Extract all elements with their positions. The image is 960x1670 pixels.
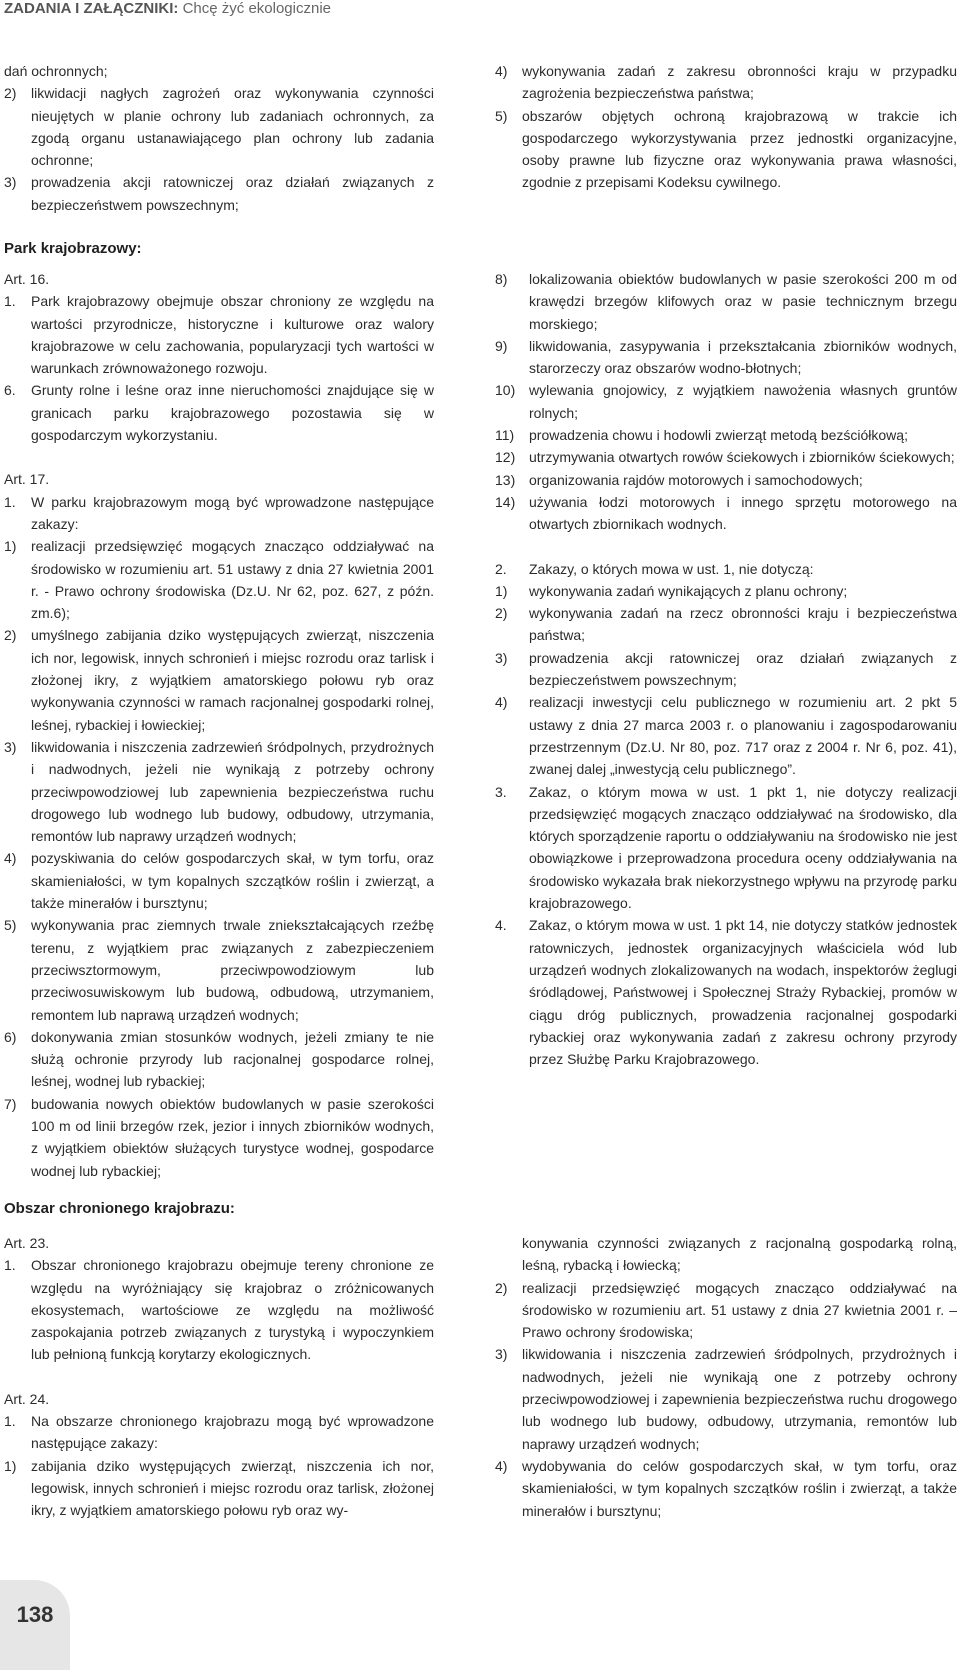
list-item xyxy=(4,1455,434,1522)
list-item xyxy=(495,647,957,692)
park-heading: Park krajobrazowy: xyxy=(4,240,142,257)
list-item xyxy=(495,602,957,647)
list-item xyxy=(495,691,957,780)
item-number: 7) xyxy=(4,1095,17,1112)
running-header xyxy=(4,0,331,17)
item-text: Art. 24. xyxy=(4,1390,50,1407)
list-item xyxy=(495,446,957,468)
item-number: 8) xyxy=(495,271,508,287)
list-item xyxy=(495,781,957,915)
item-text: Zakaz, o którym mowa w ust. 1 pkt 14, nie dotyczy statków jednostek ratowniczych, jednostek organizacyjnych właściciela wód lub urządzeń wodnych zlokalizowanych na wodach, inspektorów żeglugi śródlądowej, Państwowej i Społecznej Straży Rybackiej, promów w ciągu dróg publicznych, prowadzenia racjonalnej gospodarki rybackiej oraz wykonywania zadań z zakresu ochrony przyrody przez Służbę Parku Krajobrazowego. xyxy=(529,917,957,1068)
item-number: 3) xyxy=(495,1346,508,1363)
page-number-badge xyxy=(0,1580,70,1670)
item-text: Art. 23. xyxy=(4,1235,50,1251)
list-item xyxy=(4,60,434,82)
list-item xyxy=(4,624,434,735)
park-left-column xyxy=(4,268,434,1182)
item-text: Grunty rolne i leśne oraz inne nieruchomości znajdujące się w granicach parku krajobrazowego pozostawia się w gospodarczym wykorzystaniu. xyxy=(31,382,434,444)
item-number: 1) xyxy=(495,582,508,599)
list-item xyxy=(4,535,434,624)
item-number: 14) xyxy=(495,493,516,510)
item-number: 1. xyxy=(4,1413,16,1430)
list-item xyxy=(4,491,434,536)
item-number: 2) xyxy=(495,605,508,622)
item-text: Zakazy, o których mowa w ust. 1, nie dotyczą: xyxy=(529,560,814,577)
page-number: 138 xyxy=(16,1602,54,1627)
item-number: 1) xyxy=(4,538,17,555)
item-number: 3) xyxy=(4,738,17,755)
item-text: wykonywania zadań na rzecz obronności kraju i bezpieczeństwa państwa; xyxy=(529,605,957,644)
list-item xyxy=(4,1388,434,1410)
item-number: 13) xyxy=(495,471,516,488)
obszar-left-column xyxy=(4,1232,434,1522)
item-text: realizacji przedsięwzięć mogących znacząco oddziaływać na środowisko w rozumieniu art. 51 ustawy z dnia 27 kwietnia 2001 r. - Prawo ochrony środowiska (Dz.U. Nr 62, poz. 627, z późn. zm.6); xyxy=(31,538,434,622)
park-right-column xyxy=(495,268,957,1070)
item-text: prowadzenia akcji ratowniczej oraz działań związanych z bezpieczeństwem powszechnym; xyxy=(31,174,434,213)
item-text: realizacji przedsięwzięć mogących znacząco oddziaływać na środowisko w rozumieniu art. 51 ustawy z dnia 27 kwietnia 2001 r. – Prawo ochrony środowiska; xyxy=(522,1279,957,1341)
obszar-right-column xyxy=(495,1232,957,1522)
header-section: ZADANIA I ZAŁĄCZNIKI: xyxy=(4,0,179,17)
paragraph-gap xyxy=(4,1366,434,1388)
list-item xyxy=(4,82,434,171)
list-item xyxy=(495,60,957,105)
item-number: 10) xyxy=(495,382,516,399)
header-title: Chcę żyć ekologicznie xyxy=(182,0,331,17)
item-number: 1) xyxy=(4,1457,17,1474)
item-number: 2. xyxy=(495,560,507,577)
item-text: realizacji inwestycji celu publicznego w rozumieniu art. 2 pkt 5 ustawy z dnia 27 marca 2003 r. o planowaniu i zagospodarowaniu przestrzennym (Dz.U. Nr 80, poz. 717 oraz z 2004 r. Nr 6, poz. 41), zwanej dalej „inwestycją celu publicznego”. xyxy=(529,694,957,778)
item-number: 5) xyxy=(495,107,508,124)
item-text: likwidowania, zasypywania i przekształcania zbiorników wodnych, starorzeczy oraz obszarów wodno-błotnych; xyxy=(529,337,957,377)
list-item xyxy=(495,1277,957,1344)
list-item xyxy=(4,290,434,379)
list-item xyxy=(495,1455,957,1522)
item-number: 2) xyxy=(4,627,17,644)
item-text: dokonywania zmian stosunków wodnych, jeżeli zmiany te nie służą ochronie przyrody lub racjonalnej gospodarce rolnej, leśnej, wodnej lub rybackiej; xyxy=(31,1028,434,1090)
item-text: likwidowania i niszczenia zadrzewień śródpolnych, przydrożnych i nadwodnych, jeżeli nie wynikają z potrzeby ochrony przeciwpowodziowej lub zapewnienia bezpieczeństwa ruchu drogowego lub wodnego lub budowy, odbudowy, utrzymania, remontów lub naprawy urządzeń wodnych; xyxy=(31,738,434,845)
item-text: wydobywania do celów gospodarczych skał, w tym torfu, oraz skamieniałości, w tym kopalnych szczątków roślin i zwierząt, a także minerałów i bursztynu; xyxy=(522,1457,957,1519)
list-item xyxy=(495,379,957,424)
item-number: 4) xyxy=(495,1457,508,1474)
list-item xyxy=(4,914,434,1025)
item-text: konywania czynności związanych z racjonalną gospodarką rolną, leśną, rybacką i łowiecką; xyxy=(522,1235,957,1274)
item-number: 6. xyxy=(4,382,16,399)
list-item xyxy=(495,580,957,602)
item-text: utrzymywania otwartych rowów ściekowych i zbiorników ściekowych; xyxy=(529,449,955,466)
item-text: prowadzenia akcji ratowniczej oraz działań związanych z bezpieczeństwem powszechnym; xyxy=(529,649,957,689)
item-number: 9) xyxy=(495,337,508,354)
list-item xyxy=(4,1410,434,1455)
top-left-column xyxy=(4,60,434,216)
item-text: wykonywania zadań wynikających z planu ochrony; xyxy=(529,582,848,599)
list-item xyxy=(4,468,434,490)
item-text: pozyskiwania do celów gospodarczych skał, w tym torfu, oraz skamieniałości, w tym kopalnych szczątków roślin i zwierząt, a także minerałów i bursztynu; xyxy=(31,850,434,912)
list-item xyxy=(4,171,434,216)
item-number: 4) xyxy=(4,850,17,867)
item-text: używania łodzi motorowych i innego sprzętu motorowego na otwartych zbiornikach wodnych. xyxy=(529,493,957,533)
item-number: 1. xyxy=(4,493,16,510)
list-item xyxy=(4,736,434,847)
item-number: 5) xyxy=(4,917,17,934)
list-item xyxy=(4,1026,434,1093)
item-text: prowadzenia chowu i hodowli zwierząt metodą bezściółkową; xyxy=(529,427,908,444)
item-text: Art. 17. xyxy=(4,471,50,488)
item-number: 6) xyxy=(4,1028,17,1045)
list-item xyxy=(495,335,957,380)
item-text: likwidacji nagłych zagrożeń oraz wykonywania czynności nieujętych w planie ochrony lub zadaniach ochronnych, za zgodą organu ustanawiającego plan ochrony lub zadania ochronne; xyxy=(31,85,434,169)
list-item xyxy=(495,105,957,194)
item-number: 4) xyxy=(495,694,508,711)
list-item xyxy=(4,1232,434,1254)
item-number: 3) xyxy=(495,649,508,666)
item-text: zabijania dziko występujących zwierząt, niszczenia ich nor, legowisk, innych schronień i miejsc rozrodu oraz tarlisk, złożonej ikry, z wyjątkiem amatorskiego połowu ryb oraz wy- xyxy=(31,1457,434,1519)
list-item xyxy=(4,268,434,290)
item-text: umyślnego zabijania dziko występujących zwierząt, niszczenia ich nor, legowisk, innych schronień i miejsc rozrodu oraz tarlisk i złożonej ikry, z wyjątkiem amatorskiego połowu ryb oraz wykonywania czynności w ramach racjonalnej gospodarki rolnej, leśnej, rybackiej i łowieckiej; xyxy=(31,627,434,733)
item-text: lokalizowania obiektów budowlanych w pasie szerokości 200 m od krawędzi brzegów klifowych oraz w pasie technicznym brzegu morskiego; xyxy=(529,271,957,332)
item-number: 11) xyxy=(495,427,515,444)
item-text: Art. 16. xyxy=(4,271,50,287)
list-item xyxy=(495,424,957,446)
list-item xyxy=(495,491,957,536)
item-text: Obszar chronionego krajobrazu obejmuje tereny chronione ze względu na wyróżniający się krajobraz o zróżnicowanych ekosystemach, wartościowe ze względu na możliwość zaspokajania potrzeb związanych z turystyką i wypoczynkiem lub pełnioną funkcją korytarzy ekologicznych. xyxy=(31,1257,434,1363)
item-text: Zakaz, o którym mowa w ust. 1 pkt 1, nie dotyczy realizacji przedsięwzięć mogących znacząco oddziaływać na środowisko, dla których sporządzenie raportu o oddziaływaniu na środowisko nie jest obowiązkowe i przeprowadzona procedura oceny oddziaływania na środowisko wykazała brak niekorzystnego wpływu na przyrodę parku krajobrazowego. xyxy=(529,783,957,912)
item-number: 2) xyxy=(4,85,17,102)
item-text: wykonywania zadań z zakresu obronności kraju w przypadku zagrożenia bezpieczeństwa państwa; xyxy=(522,63,957,102)
item-number: 1. xyxy=(4,1257,16,1274)
item-number: 4. xyxy=(495,917,507,934)
item-text: wykonywania prac ziemnych trwale zniekształcających rzeźbę terenu, z wyjątkiem prac związanych z zabezpieczeniem przeciwsztormowym, przeciwpowodziowym lub przeciwosuwiskowym lub budową, odbudową, utrzymaniem, remontem lub naprawą urządzeń wodnych; xyxy=(31,917,434,1023)
item-number: 4) xyxy=(495,63,508,79)
list-item xyxy=(495,1232,957,1277)
list-item xyxy=(4,1254,434,1365)
list-item xyxy=(4,379,434,446)
item-text: Na obszarze chronionego krajobrazu mogą być wprowadzone następujące zakazy: xyxy=(31,1413,434,1452)
top-right-column xyxy=(495,60,957,194)
item-number: 3) xyxy=(4,174,17,191)
item-text: budowania nowych obiektów budowlanych w pasie szerokości 100 m od linii brzegów rzek, jezior i innych zbiorników wodnych, z wyjątkiem obiektów służących turystyce wodnej, gospodarce wodnej lub rybackiej; xyxy=(31,1095,434,1179)
paragraph-gap xyxy=(4,446,434,468)
item-text: organizowania rajdów motorowych i samochodowych; xyxy=(529,471,863,488)
item-number: 1. xyxy=(4,293,16,310)
item-number: 12) xyxy=(495,449,516,466)
list-item xyxy=(495,558,957,580)
paragraph-gap xyxy=(495,536,957,558)
list-item xyxy=(495,914,957,1070)
list-item xyxy=(495,268,957,335)
item-text: dań ochronnych; xyxy=(4,63,108,79)
list-item xyxy=(495,469,957,491)
list-item xyxy=(495,1343,957,1454)
item-number: 3. xyxy=(495,783,507,800)
item-text: obszarów objętych ochroną krajobrazową w trakcie ich gospodarczego wykorzystywania przez jednostki organizacyjne, osoby prawne lub fizyczne oraz wykonywania prawa własności, zgodnie z przepisami Kodeksu cywilnego. xyxy=(522,107,957,191)
item-text: likwidowania i niszczenia zadrzewień śródpolnych, przydrożnych i nadwodnych, jeżeli nie wynikają one z potrzeby ochrony przeciwpowodziowej i zapewnienia bezpieczeństwa ruchu drogowego lub wodnego lub budowy, odbudowy, utrzymania, remontów lub naprawy urządzeń wodnych; xyxy=(522,1346,957,1452)
list-item xyxy=(4,1093,434,1182)
list-item xyxy=(4,847,434,914)
item-text: Park krajobrazowy obejmuje obszar chroniony ze względu na wartości przyrodnicze, historyczne i kulturowe oraz walory krajobrazowe w celu zachowania, popularyzacji tych wartości w warunkach zrównoważonego rozwoju. xyxy=(31,293,434,377)
obszar-heading: Obszar chronionego krajobrazu: xyxy=(4,1200,235,1217)
item-text: W parku krajobrazowym mogą być wprowadzone następujące zakazy: xyxy=(31,493,434,532)
item-text: wylewania gnojowicy, z wyjątkiem nawożenia własnych gruntów rolnych; xyxy=(529,382,957,421)
item-number: 2) xyxy=(495,1279,508,1296)
